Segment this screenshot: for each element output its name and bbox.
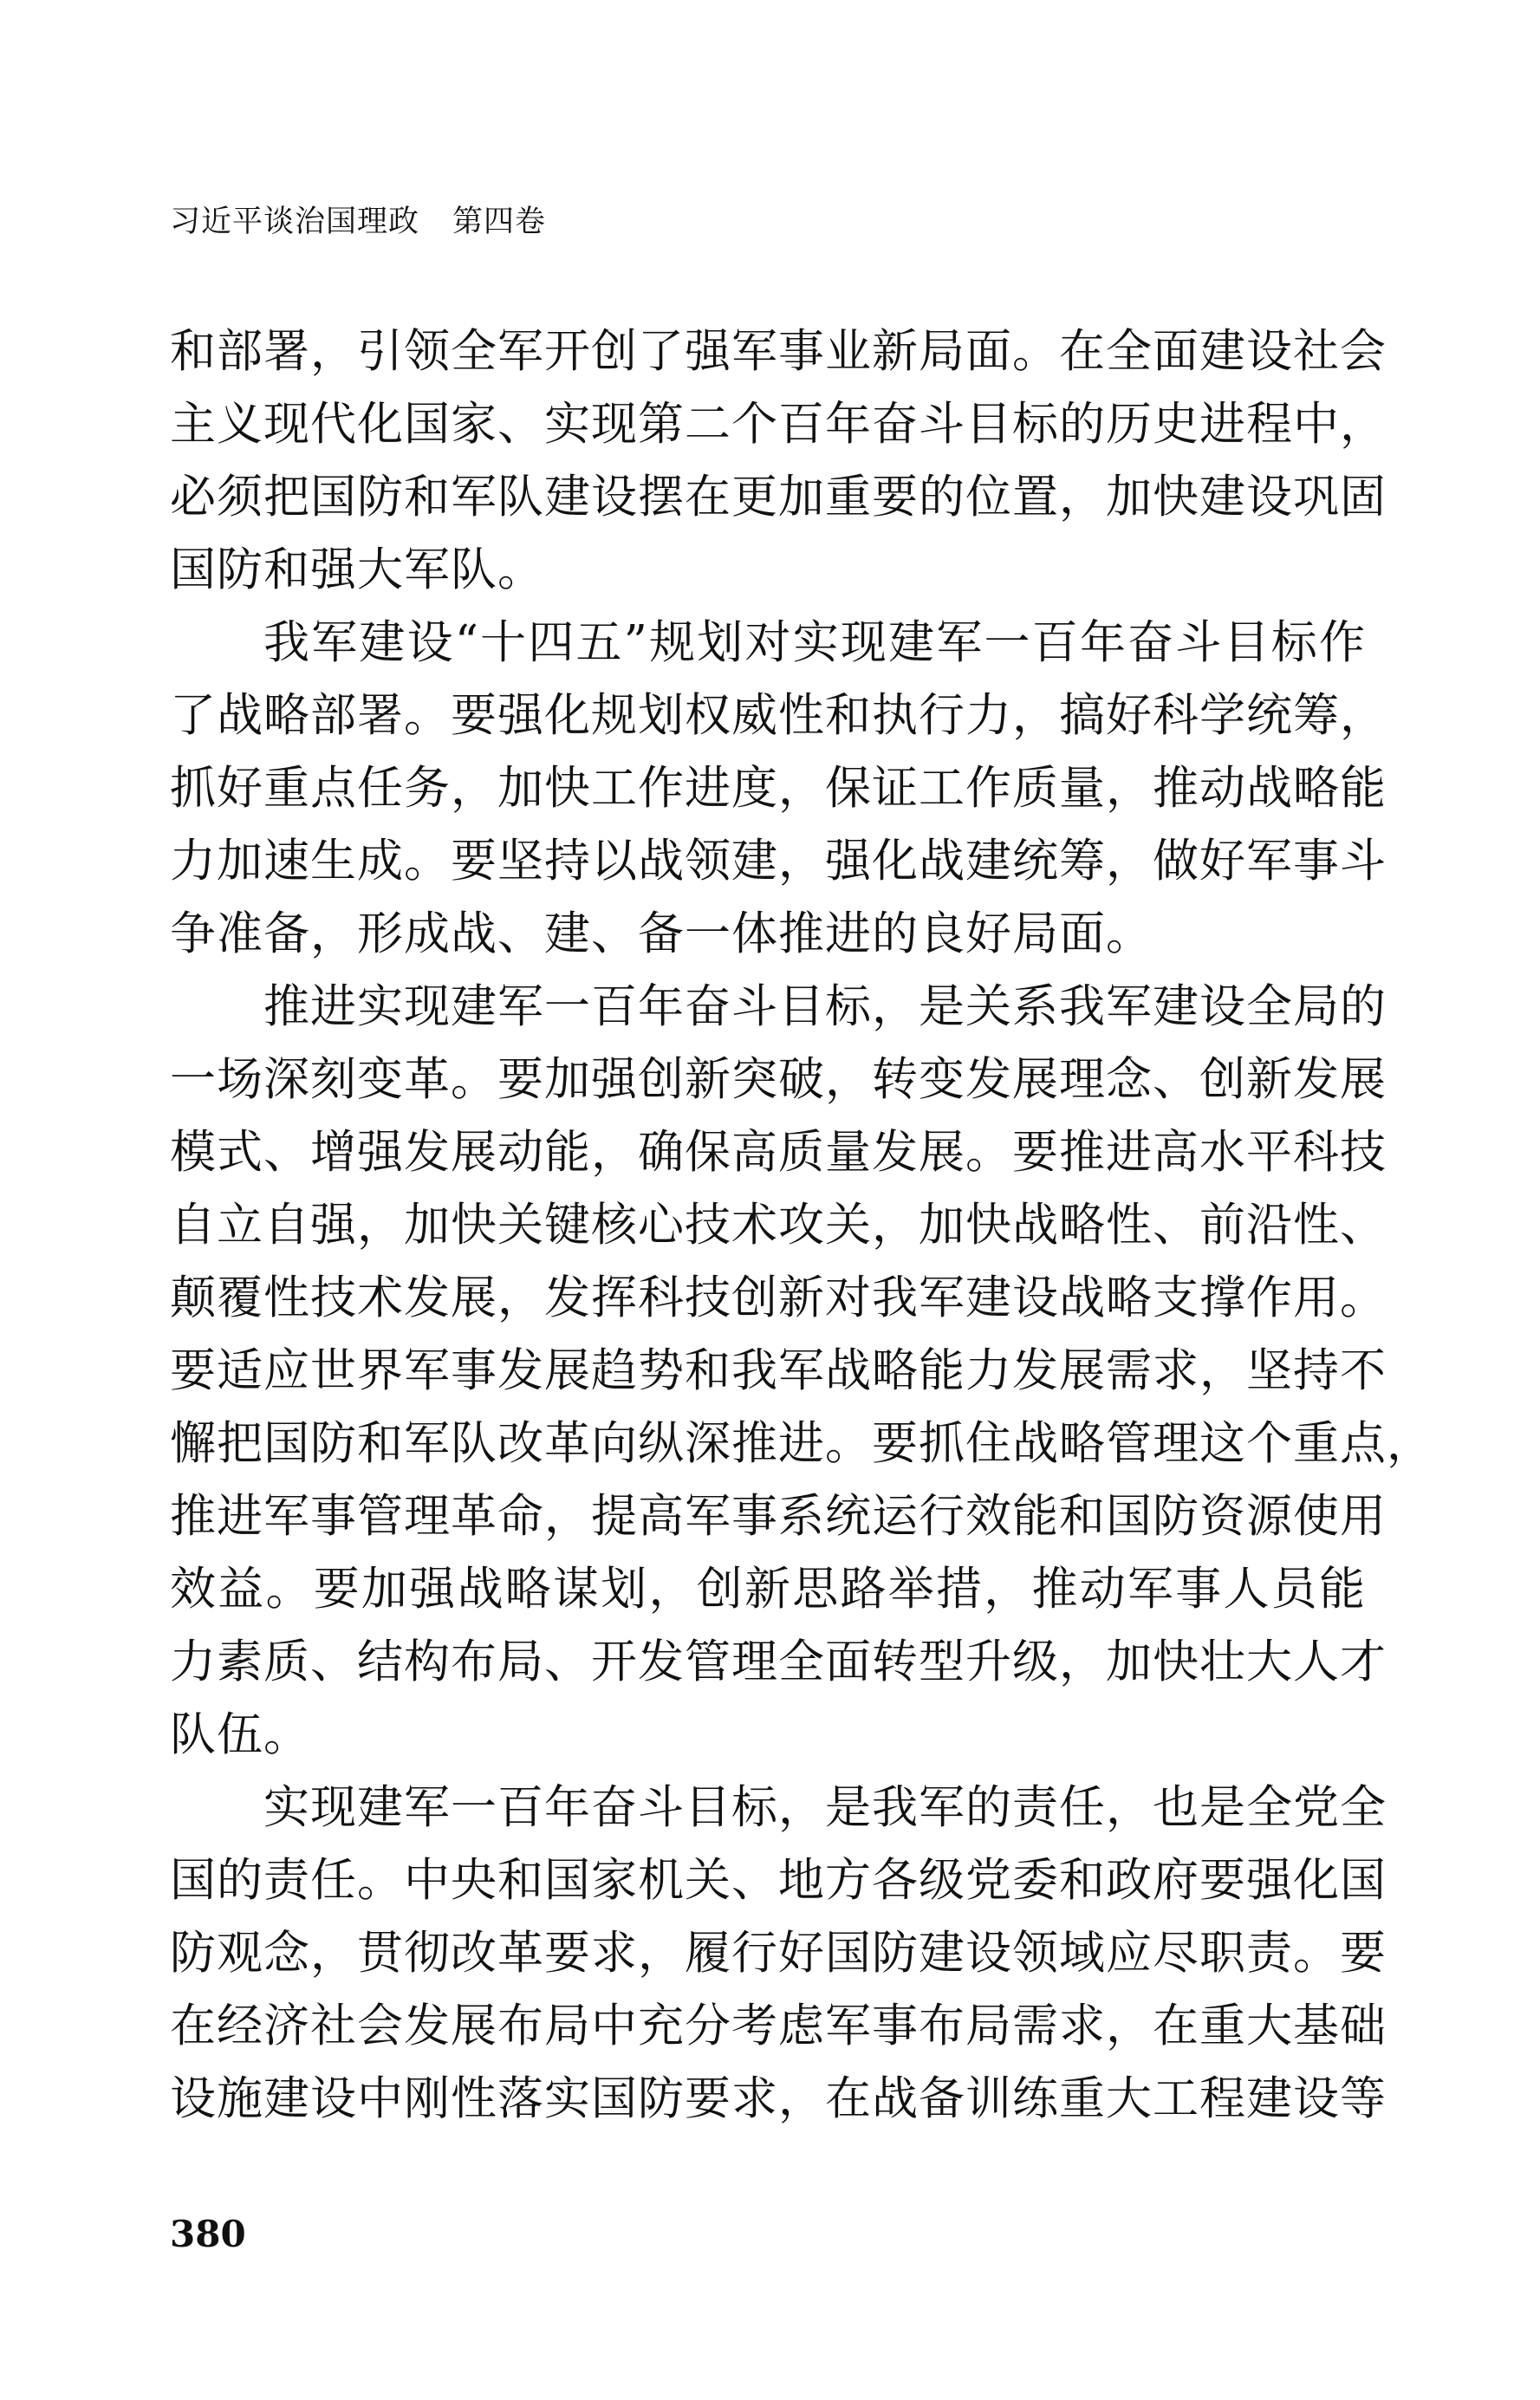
text-line: 国防和强大军队。 [170, 543, 544, 596]
text-line: 力素质、结构布局、开发管理全面转型升级，加快壮大人才 [170, 1636, 1387, 1688]
text-line: 懈把国防和军队改革向纵深推进。要抓住战略管理这个重点， [170, 1417, 1433, 1470]
paragraph [170, 1772, 1387, 2136]
text-line: 效益。要加强战略谋划，创新思路举措，推动军事人员能 [170, 1563, 1366, 1616]
text-line: 力加速生成。要坚持以战领建，强化战建统筹，做好军事斗 [170, 835, 1387, 888]
text-line: 设施建设中刚性落实国防要求，在战备训练重大工程建设等 [170, 2072, 1387, 2125]
text-line: 自立自强，加快关键核心技术攻关，加快战略性、前沿性、 [170, 1199, 1387, 1252]
text-line: 了战略部署。要强化规划权威性和执行力，搞好科学统筹， [170, 689, 1387, 742]
page-number: 380 [170, 2213, 246, 2255]
text-line: 必须把国防和军队建设摆在更加重要的位置，加快建设巩固 [170, 471, 1387, 524]
text-line: 推进军事管理革命，提高军事系统运行效能和国防资源使用 [170, 1490, 1387, 1543]
text-line: 抓好重点任务，加快工作进度，保证工作质量，推动战略能 [170, 762, 1387, 815]
text-line: 队伍。 [170, 1708, 310, 1761]
text-line: 推进实现建军一百年奋斗目标，是关系我军建设全局的 [263, 980, 1387, 1033]
text-line: 模式、增强发展动能，确保高质量发展。要推进高水平科技 [170, 1126, 1387, 1179]
text-line: 在经济社会发展布局中充分考虑军事布局需求，在重大基础 [170, 2000, 1387, 2052]
text-line: 主义现代化国家、实现第二个百年奋斗目标的历史进程中， [170, 398, 1387, 451]
text-line: 颠覆性技术发展，发挥科技创新对我军建设战略支撑作用。 [170, 1272, 1387, 1324]
text-line: 实现建军一百年奋斗目标，是我军的责任，也是全党全 [263, 1781, 1387, 1834]
volume-label: 第四卷 [452, 205, 547, 239]
body-text [170, 315, 1433, 2136]
running-header [170, 201, 546, 243]
text-line: 我军建设“十四五”规划对实现建军一百年奋斗目标作 [263, 616, 1366, 669]
paragraph [170, 315, 1387, 607]
text-line: 争准备，形成战、建、备一体推进的良好局面。 [170, 907, 1153, 960]
text-line: 国的责任。中央和国家机关、地方各级党委和政府要强化国 [170, 1854, 1387, 1907]
text-line: 要适应世界军事发展趋势和我军战略能力发展需求，坚持不 [170, 1344, 1387, 1397]
book-title: 习近平谈治国理政 [170, 205, 420, 239]
paragraph [170, 607, 1387, 971]
text-line: 和部署，引领全军开创了强军事业新局面。在全面建设社会 [170, 325, 1387, 378]
text-line: 一场深刻变革。要加强创新突破，转变发展理念、创新发展 [170, 1053, 1387, 1106]
text-line: 防观念，贯彻改革要求，履行好国防建设领域应尽职责。要 [170, 1927, 1387, 1980]
paragraph [170, 971, 1433, 1772]
